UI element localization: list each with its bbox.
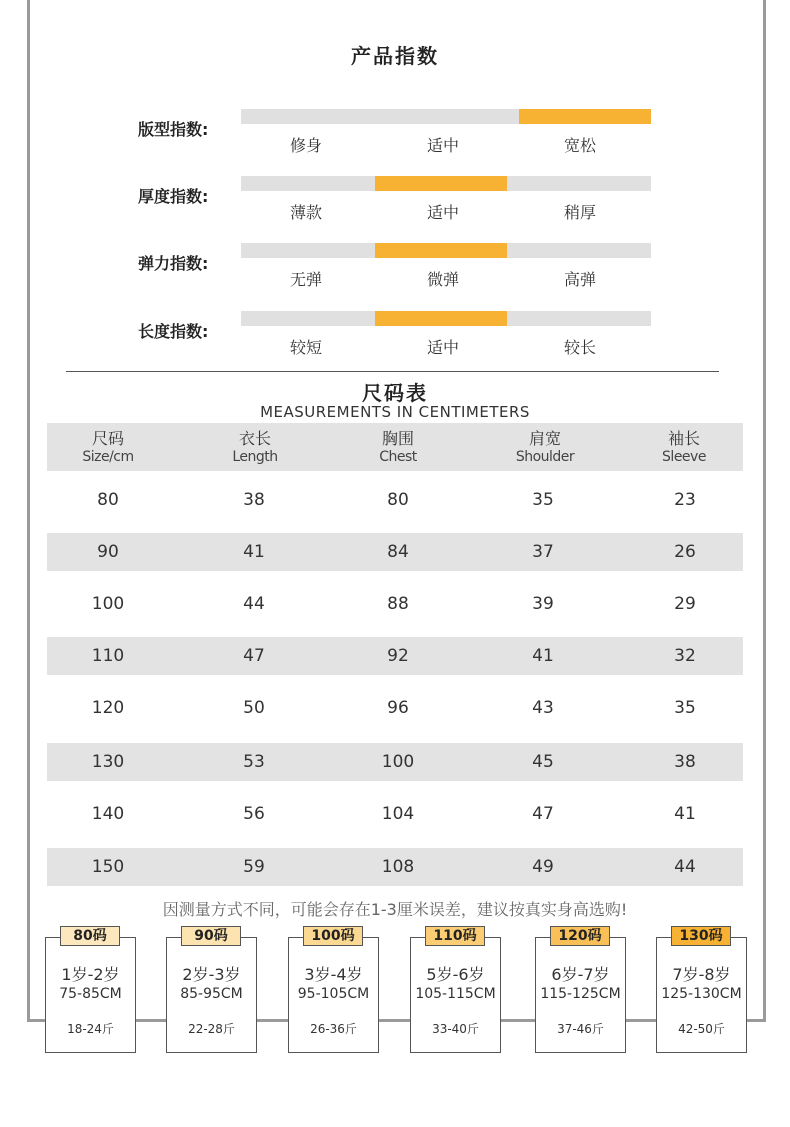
index-option: 无弹 [289, 270, 322, 289]
card-weight: 18-24斤 [67, 1022, 114, 1036]
index-bar [241, 311, 651, 326]
cell-sleeve: 29 [674, 594, 696, 614]
size-card [656, 928, 747, 1053]
index-row-fit [0, 109, 790, 169]
header-en: Sleeve [662, 449, 706, 465]
index-segment [375, 243, 507, 258]
cell-sleeve: 41 [674, 804, 696, 824]
cell-chest: 92 [387, 646, 409, 666]
index-segment [375, 176, 507, 191]
index-segment [241, 176, 373, 191]
cell-size: 120 [91, 698, 125, 718]
cell-shoulder: 35 [532, 490, 554, 510]
index-option: 适中 [426, 338, 459, 357]
header-cn: 衣长 [238, 429, 271, 448]
index-row-elasticity [0, 243, 790, 303]
index-segment [241, 243, 373, 258]
size-tag: 110码 [425, 926, 485, 946]
cell-sleeve: 26 [674, 542, 696, 562]
product-index-title: 产品指数 [351, 44, 439, 68]
card-height: 75-85CM [59, 986, 122, 1002]
index-segment [519, 311, 651, 326]
header-cn: 胸围 [381, 429, 414, 448]
size-card [535, 928, 626, 1053]
index-option: 微弹 [426, 270, 459, 289]
size-table-title: 尺码表 [362, 381, 428, 405]
index-label: 版型指数: [138, 120, 209, 139]
index-bar [241, 243, 651, 258]
table-row [47, 533, 743, 571]
cell-shoulder: 49 [532, 857, 554, 877]
cell-chest: 108 [381, 857, 415, 877]
header-length [195, 429, 315, 466]
cell-length: 53 [243, 752, 265, 772]
cell-chest: 84 [387, 542, 409, 562]
index-option: 较短 [289, 338, 322, 357]
header-cn: 袖长 [667, 429, 700, 448]
index-segment [519, 176, 651, 191]
card-age: 1岁-2岁 [61, 965, 120, 984]
cell-length: 41 [243, 542, 265, 562]
index-option: 修身 [289, 136, 322, 155]
index-option: 较长 [563, 338, 596, 357]
table-header [47, 423, 743, 471]
index-option: 薄款 [289, 203, 322, 222]
cell-length: 44 [243, 594, 265, 614]
cell-size: 140 [91, 804, 125, 824]
header-en: Length [232, 449, 278, 465]
cell-length: 38 [243, 490, 265, 510]
header-en: Size/cm [82, 449, 134, 465]
cell-chest: 104 [381, 804, 415, 824]
cell-size: 130 [91, 752, 125, 772]
card-height: 95-105CM [297, 986, 370, 1002]
index-bar [241, 109, 651, 124]
size-card [166, 928, 257, 1053]
index-row-length [0, 311, 790, 371]
header-chest [338, 429, 458, 466]
index-segment [375, 311, 507, 326]
card-age: 3岁-4岁 [304, 965, 363, 984]
index-label: 长度指数: [138, 322, 209, 341]
cell-length: 59 [243, 857, 265, 877]
cell-sleeve: 23 [674, 490, 696, 510]
cell-sleeve: 32 [674, 646, 696, 666]
header-cn: 肩宽 [528, 429, 561, 448]
card-age: 6岁-7岁 [551, 965, 610, 984]
card-weight: 26-36斤 [310, 1022, 357, 1036]
size-tag: 90码 [181, 926, 241, 946]
cell-length: 50 [243, 698, 265, 718]
card-height: 105-115CM [415, 986, 496, 1002]
table-row [47, 743, 743, 781]
index-option: 适中 [426, 203, 459, 222]
index-segment [519, 243, 651, 258]
index-segment [519, 109, 651, 124]
size-card [288, 928, 379, 1053]
index-bar [241, 176, 651, 191]
table-row [47, 481, 743, 519]
cell-shoulder: 39 [532, 594, 554, 614]
section-divider [66, 371, 719, 372]
index-option: 适中 [426, 136, 459, 155]
header-cn: 尺码 [91, 429, 124, 448]
cell-size: 90 [97, 542, 119, 562]
cell-size: 80 [97, 490, 119, 510]
index-segment [241, 311, 373, 326]
size-card [45, 928, 136, 1053]
index-label: 厚度指数: [138, 187, 209, 206]
cell-length: 56 [243, 804, 265, 824]
cell-shoulder: 37 [532, 542, 554, 562]
index-row-thickness [0, 176, 790, 236]
size-tag: 100码 [303, 926, 363, 946]
cell-chest: 88 [387, 594, 409, 614]
cell-sleeve: 44 [674, 857, 696, 877]
table-row [47, 795, 743, 833]
card-age: 5岁-6岁 [426, 965, 485, 984]
cell-size: 100 [91, 594, 125, 614]
index-segment [241, 109, 373, 124]
card-weight: 42-50斤 [678, 1022, 725, 1036]
index-segment [375, 109, 507, 124]
cell-chest: 96 [387, 698, 409, 718]
index-option: 稍厚 [563, 203, 596, 222]
header-en: Shoulder [515, 449, 575, 465]
measurement-note: 因测量方式不同，可能会存在1-3厘米误差，建议按真实身高选购! [162, 900, 628, 919]
cell-shoulder: 47 [532, 804, 554, 824]
cell-shoulder: 41 [532, 646, 554, 666]
card-weight: 22-28斤 [188, 1022, 235, 1036]
cell-chest: 80 [387, 490, 409, 510]
cell-shoulder: 43 [532, 698, 554, 718]
header-shoulder [485, 429, 605, 466]
index-option: 宽松 [563, 136, 596, 155]
header-size [48, 429, 168, 466]
card-height: 85-95CM [180, 986, 243, 1002]
header-sleeve [624, 429, 744, 466]
cell-sleeve: 35 [674, 698, 696, 718]
card-age: 7岁-8岁 [672, 965, 731, 984]
card-weight: 33-40斤 [432, 1022, 479, 1036]
index-label: 弹力指数: [138, 254, 209, 273]
header-en: Chest [379, 449, 417, 465]
cell-size: 150 [91, 857, 125, 877]
card-age: 2岁-3岁 [182, 965, 241, 984]
table-row [47, 637, 743, 675]
card-height: 115-125CM [540, 986, 621, 1002]
size-table-subtitle: MEASUREMENTS IN CENTIMETERS [260, 403, 530, 421]
cell-size: 110 [91, 646, 125, 666]
table-row [47, 689, 743, 727]
cell-chest: 100 [381, 752, 415, 772]
card-weight: 37-46斤 [557, 1022, 604, 1036]
cell-sleeve: 38 [674, 752, 696, 772]
cell-shoulder: 45 [532, 752, 554, 772]
table-row [47, 848, 743, 886]
cell-length: 47 [243, 646, 265, 666]
size-tag: 80码 [60, 926, 120, 946]
size-tag: 130码 [671, 926, 731, 946]
size-card [410, 928, 501, 1053]
table-row [47, 585, 743, 623]
size-tag: 120码 [550, 926, 610, 946]
index-option: 高弹 [563, 270, 596, 289]
card-height: 125-130CM [661, 986, 742, 1002]
